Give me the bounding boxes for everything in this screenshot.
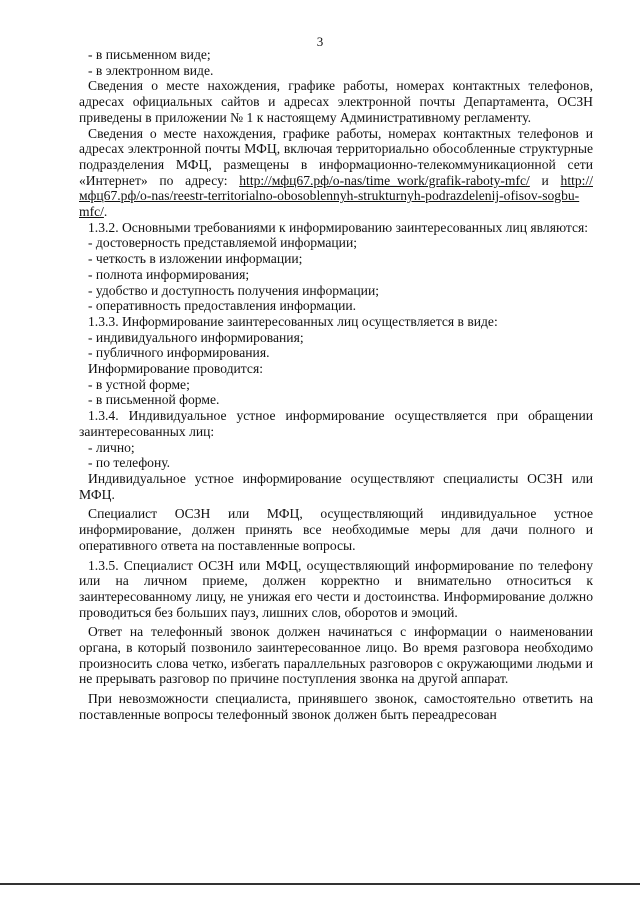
- paragraph-1-3-2: 1.3.2. Основными требованиями к информированию заинтересованных лиц являются:: [88, 219, 589, 235]
- paragraph-contacts-department: Сведения о месте нахождения, графике работы, номерах контактных телефонов, адресах официальных сайтов и адресах электронной почты Департамента, ОСЗН приведены в приложении № 1 к настоящему Административному регламенту.: [79, 78, 593, 125]
- paragraph-end: .: [103, 204, 108, 220]
- paragraph-text: Сведения о месте нахождения, графике работы, номерах контактных телефонов и адресах электронной почты МФЦ, включая территориально обособленные структурные подразделения МФЦ, размещены в информационно-телекоммуникационной сети «Интернет» по адресу:: [79, 125, 593, 188]
- document-body: [79, 47, 593, 723]
- list-item: - достоверность представляемой информации;: [88, 235, 358, 251]
- page-number: 3: [316, 34, 324, 49]
- list-item: - публичного информирования.: [88, 345, 270, 361]
- bottom-rule: [0, 883, 640, 885]
- list-item: - полнота информирования;: [88, 266, 250, 282]
- list-item: - в письменной форме.: [88, 392, 220, 408]
- list-item: - удобство и доступность получения информации;: [88, 282, 379, 298]
- paragraph-informing-forms: Информирование проводится:: [88, 361, 263, 377]
- link-mfc-registry[interactable]: http://мфц67.рф/o-nas/reestr-territorialno-obosoblennyh-strukturnyh-podrazdelenij-ofisov-sogbu-mfc/: [79, 172, 593, 220]
- list-item: - лично;: [88, 439, 135, 455]
- paragraph-1-3-4: 1.3.4. Индивидуальное устное информирование осуществляется при обращении заинтересованных лиц:: [79, 408, 593, 439]
- paragraph-1-3-3: 1.3.3. Информирование заинтересованных лиц осуществляется в виде:: [88, 313, 498, 329]
- list-item: - по телефону.: [88, 455, 171, 471]
- list-item: - в электронном виде.: [88, 62, 214, 78]
- paragraph-1-3-5: 1.3.5. Специалист ОСЗН или МФЦ, осуществляющий информирование по телефону или на личном приеме, должен корректно и внимательно относиться к заинтересованному лицу, не унижая его чести и достоинства. Информирование должно проводиться без больших пауз, лишних слов, оборотов и эмоций.: [79, 557, 593, 620]
- link-mfc-schedule[interactable]: http://мфц67.рф/o-nas/time_work/grafik-raboty-mfc/: [239, 172, 530, 188]
- list-item: - четкость в изложении информации;: [88, 251, 303, 267]
- paragraph-contacts-mfc: [79, 126, 593, 220]
- list-item: - оперативность предоставления информации.: [88, 298, 357, 314]
- paragraph-call-redirect: При невозможности специалиста, принявшего звонок, самостоятельно ответить на поставленные вопросы телефонный звонок должен быть переадресован: [79, 691, 593, 722]
- list-item: - в письменном виде;: [88, 47, 211, 62]
- list-item: - индивидуального информирования;: [88, 329, 304, 345]
- paragraph-oral-informing: Индивидуальное устное информирование осуществляют специалисты ОСЗН или МФЦ.: [79, 470, 593, 502]
- paragraph-phone-answer: Ответ на телефонный звонок должен начинаться с информации о наименовании органа, в который позвонило заинтересованное лицо. Во время разговора необходимо произносить слова четко, избегать параллельных разговоров с окружающими людьми и не прерывать разговор по причине поступления звонка на другой аппарат.: [79, 624, 593, 687]
- paragraph-specialist-duties: Специалист ОСЗН или МФЦ, осуществляющий индивидуальное устное информирование, должен принять все необходимые меры для дачи полного и оперативного ответа на поставленные вопросы.: [79, 506, 593, 553]
- list-item: - в устной форме;: [88, 376, 190, 392]
- conjunction-text: и: [529, 172, 561, 188]
